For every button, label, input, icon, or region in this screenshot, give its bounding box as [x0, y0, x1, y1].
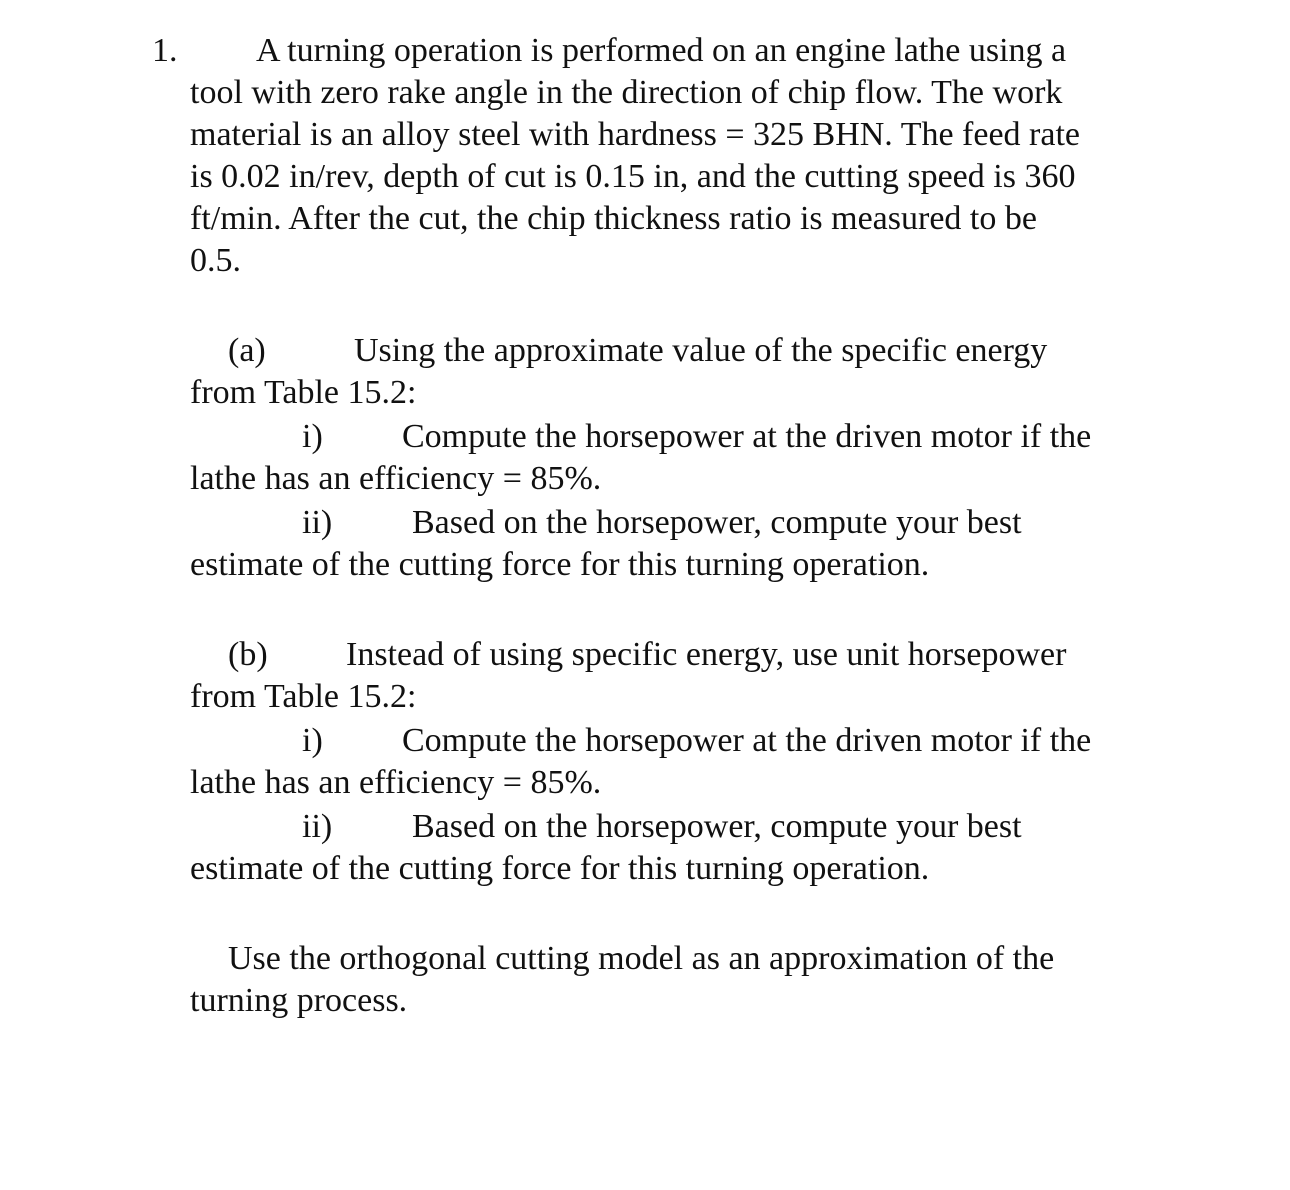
note-line: Use the orthogonal cutting model as an approximation of the	[228, 940, 1055, 977]
part-b-item-label: ii)	[302, 808, 333, 845]
part-b-text: Instead of using specific energy, use unit horsepower	[346, 636, 1067, 673]
part-b-text-continued: from Table 15.2:	[190, 678, 417, 715]
part-b-item-text-continued: lathe has an efficiency = 85%.	[190, 764, 602, 801]
problem-number: 1.	[152, 32, 178, 69]
intro-line: ft/min. After the cut, the chip thickness ratio is measured to be	[190, 200, 1037, 237]
intro-line: material is an alloy steel with hardness = 325 BHN. The feed rate	[190, 116, 1081, 153]
part-a-item-label: i)	[302, 418, 323, 455]
part-b-item-text-continued: estimate of the cutting force for this turning operation.	[190, 850, 930, 887]
part-a-item-text-continued: estimate of the cutting force for this turning operation.	[190, 546, 930, 583]
part-a-item-text-continued: lathe has an efficiency = 85%.	[190, 460, 602, 497]
part-a-item-text: Compute the horsepower at the driven motor if the	[402, 418, 1092, 455]
part-a-item-text: Based on the horsepower, compute your best	[412, 504, 1022, 541]
part-a-item-label: ii)	[302, 504, 333, 541]
part-b-label: (b)	[228, 636, 268, 673]
intro-line: A turning operation is performed on an engine lathe using a	[256, 32, 1067, 69]
part-a-label: (a)	[228, 332, 266, 369]
part-b-item-text: Compute the horsepower at the driven motor if the	[402, 722, 1092, 759]
part-a-text: Using the approximate value of the specific energy	[354, 332, 1048, 369]
part-b-item-label: i)	[302, 722, 323, 759]
part-a-text-continued: from Table 15.2:	[190, 374, 417, 411]
note-line: turning process.	[190, 982, 408, 1019]
intro-line: tool with zero rake angle in the direction of chip flow. The work	[190, 74, 1063, 111]
part-b-item-text: Based on the horsepower, compute your best	[412, 808, 1022, 845]
intro-line: is 0.02 in/rev, depth of cut is 0.15 in, and the cutting speed is 360	[190, 158, 1076, 195]
intro-line: 0.5.	[190, 242, 241, 279]
